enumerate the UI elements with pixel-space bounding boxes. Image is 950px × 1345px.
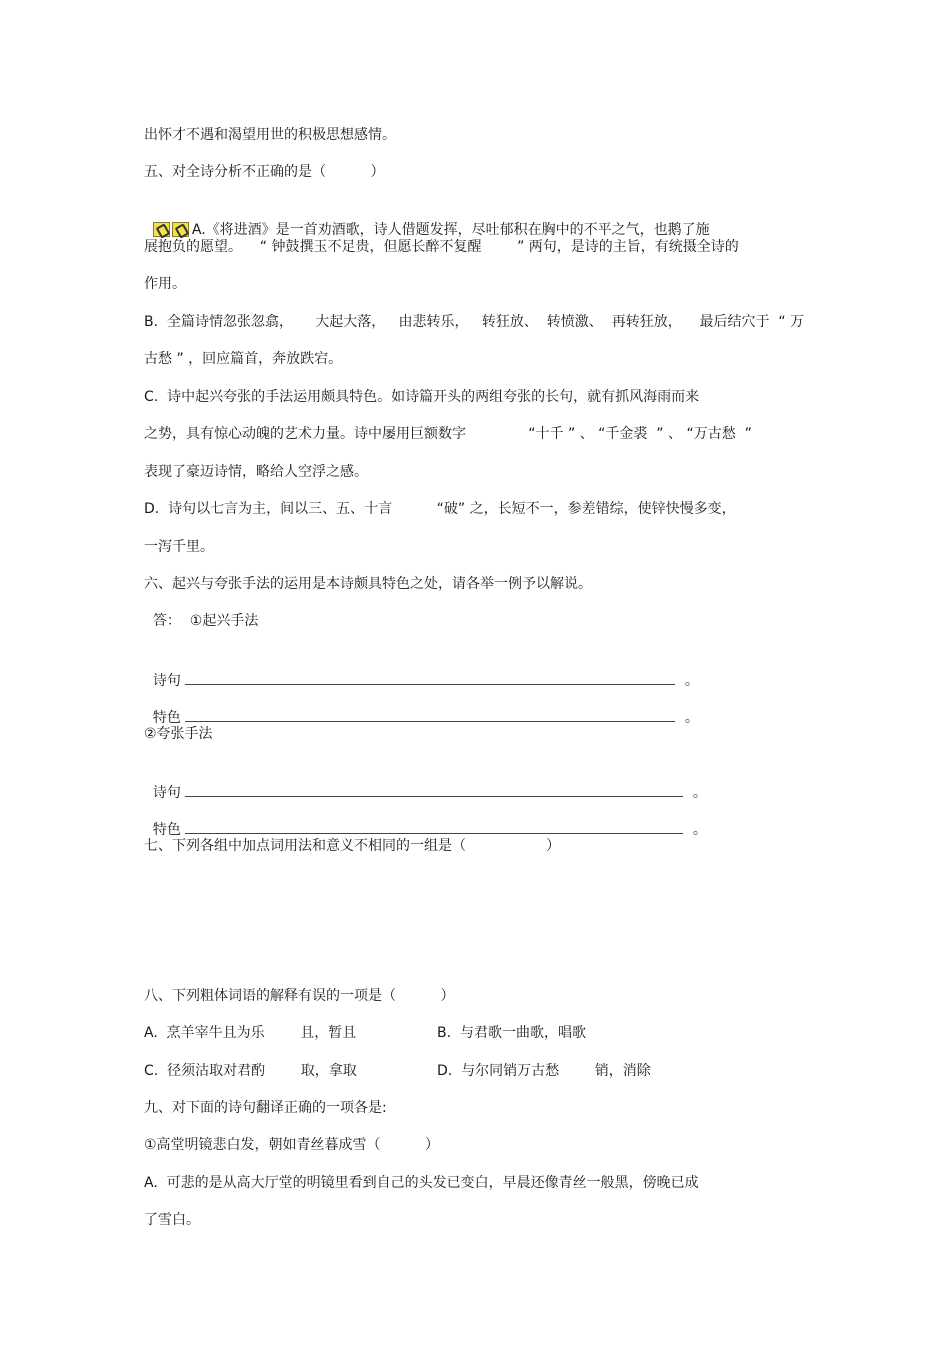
option-8d: D. 与尔同销万古愁 销，消除	[437, 1063, 651, 1079]
text-line: 作用。	[144, 276, 186, 292]
answer-row	[144, 650, 699, 691]
period: 。	[692, 785, 707, 801]
period: 。	[692, 822, 707, 838]
option-5c: C. 诗中起兴夸张的手法运用颇具特色。如诗篇开头的两组夸张的长句，就有抓风海雨而来	[144, 389, 700, 405]
question-9: 九、对下面的诗句翻译正确的一项各是:	[144, 1100, 387, 1116]
text-line: 之势，具有惊心动魄的艺术力量。诗中屡用巨额数字 “十千 ” 、 “千金裘 ” 、 “万古愁 ”	[144, 426, 752, 442]
option-9a: A. 可悲的是从高大厅堂的明镜里看到自己的头发已变白，早晨还像青丝一般黑，傍晚已成	[144, 1175, 699, 1191]
question-7: 七、下列各组中加点词用法和意义不相同的一组是（ ）	[144, 838, 561, 854]
answer-row	[144, 762, 707, 803]
field-label: 特色	[152, 822, 181, 838]
text-line: 表现了豪迈诗情，略给人空浮之感。	[144, 464, 368, 480]
text-line: 出怀才不遇和渴望用世的积极思想感情。	[144, 127, 396, 143]
edit-icon	[172, 222, 189, 237]
answer-blank[interactable]	[185, 707, 675, 722]
answer-row	[144, 799, 707, 840]
period: 。	[684, 673, 699, 689]
option-8c: C. 径须沽取对君酌 取，拿取	[144, 1063, 357, 1079]
sub-question-9-1: ①高堂明镜悲白发，朝如青丝暮成雪（ ）	[144, 1137, 440, 1153]
option-8b: B. 与君歌一曲歌，唱歌	[437, 1025, 586, 1041]
question-5: 五、对全诗分析不正确的是（ ）	[144, 164, 385, 180]
edit-icon	[153, 222, 170, 237]
field-label: 诗句	[152, 785, 181, 801]
answer-blank[interactable]	[185, 782, 683, 797]
field-label: 诗句	[152, 673, 181, 689]
answer-blank[interactable]	[185, 670, 675, 685]
text-line: 一泻千里。	[144, 539, 214, 555]
period: 。	[684, 710, 699, 726]
option-5b: B. 全篇诗情忽张忽翕， 大起大落， 由悲转乐， 转狂放、 转愤激、 再转狂放， 最后结穴于 “ 万	[144, 314, 805, 330]
text-line: 了雪白。	[144, 1212, 200, 1228]
question-6: 六、起兴与夸张手法的运用是本诗颇具特色之处，请各举一例予以解说。	[144, 576, 592, 592]
answer-row	[144, 687, 699, 728]
answer-label: ②夸张手法	[144, 726, 213, 742]
option-5d: D. 诗句以七言为主，间以三、五、十言 “破” 之，长短不一，参差错综，使锌快慢多变，	[144, 501, 736, 517]
field-label: 特色	[152, 710, 181, 726]
text-line: 古愁 ” ，回应篇首，奔放跌宕。	[144, 351, 343, 367]
text-line: 展抱负的愿望。 “ 钟鼓撰玉不足贵，但愿长醉不复醒 ” 两句，是诗的主旨，有统摄全诗的	[144, 239, 739, 255]
question-8: 八、下列粗体词语的解释有误的一项是（ ）	[144, 988, 455, 1004]
answer-blank[interactable]	[185, 819, 683, 834]
option-8a: A. 烹羊宰牛且为乐 且，暂且	[144, 1025, 357, 1041]
option-5a-text: A.《将进酒》是一首劝酒歌，诗人借题发挥，尽吐郁积在胸中的不平之气，也鹅了施	[191, 222, 710, 238]
answer-label: 答： ①起兴手法	[144, 613, 259, 629]
